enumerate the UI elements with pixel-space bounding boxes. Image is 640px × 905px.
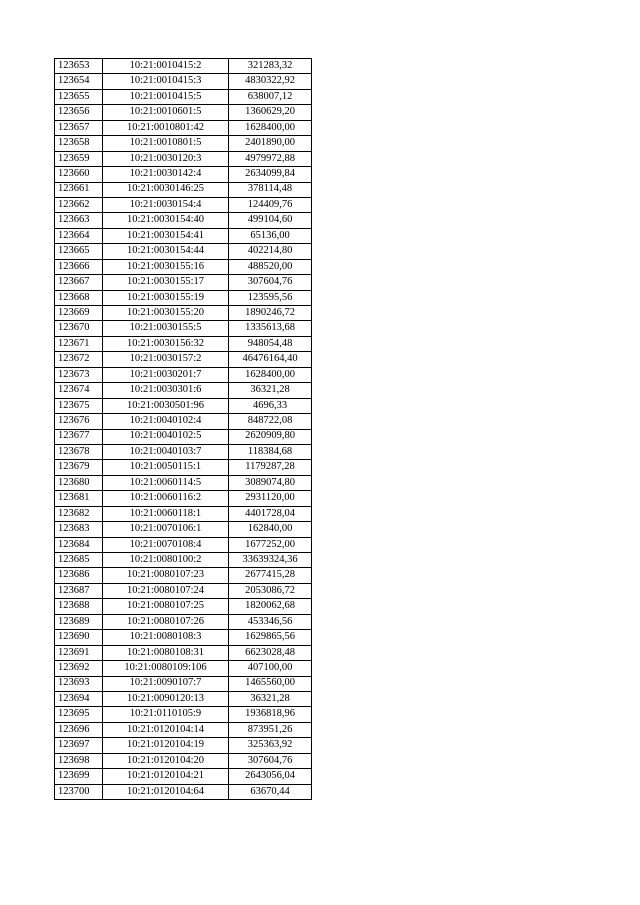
cadastral-number-cell: 10:21:0010415:3 xyxy=(103,74,229,89)
row-number-cell: 123656 xyxy=(55,105,103,120)
table-row xyxy=(55,769,312,784)
value-cell: 1890246,72 xyxy=(229,306,312,321)
table-row xyxy=(55,151,312,166)
value-cell: 46476164,40 xyxy=(229,352,312,367)
value-cell: 124409,76 xyxy=(229,197,312,212)
value-cell: 402214,80 xyxy=(229,244,312,259)
value-cell: 2931120,00 xyxy=(229,491,312,506)
row-number-cell: 123698 xyxy=(55,753,103,768)
row-number-cell: 123696 xyxy=(55,722,103,737)
value-cell: 2053086,72 xyxy=(229,583,312,598)
table-row xyxy=(55,475,312,490)
value-cell: 63670,44 xyxy=(229,784,312,799)
table-row xyxy=(55,429,312,444)
cadastral-number-cell: 10:21:0080108:31 xyxy=(103,645,229,660)
table-row xyxy=(55,398,312,413)
value-cell: 307604,76 xyxy=(229,753,312,768)
cadastral-number-cell: 10:21:0090120:13 xyxy=(103,691,229,706)
row-number-cell: 123690 xyxy=(55,630,103,645)
table-row xyxy=(55,321,312,336)
row-number-cell: 123653 xyxy=(55,59,103,74)
table-row xyxy=(55,336,312,351)
cadastral-number-cell: 10:21:0070106:1 xyxy=(103,522,229,537)
value-cell: 3089074,80 xyxy=(229,475,312,490)
table-row xyxy=(55,244,312,259)
table-row xyxy=(55,707,312,722)
row-number-cell: 123672 xyxy=(55,352,103,367)
value-cell: 2643056,04 xyxy=(229,769,312,784)
value-cell: 1179287,28 xyxy=(229,460,312,475)
row-number-cell: 123671 xyxy=(55,336,103,351)
table-row xyxy=(55,352,312,367)
cadastral-number-cell: 10:21:0030154:40 xyxy=(103,213,229,228)
row-number-cell: 123669 xyxy=(55,306,103,321)
row-number-cell: 123681 xyxy=(55,491,103,506)
table-body xyxy=(55,59,312,800)
value-cell: 6623028,48 xyxy=(229,645,312,660)
row-number-cell: 123670 xyxy=(55,321,103,336)
table-row xyxy=(55,306,312,321)
row-number-cell: 123699 xyxy=(55,769,103,784)
cadastral-number-cell: 10:21:0120104:64 xyxy=(103,784,229,799)
value-cell: 4401728,04 xyxy=(229,506,312,521)
cadastral-number-cell: 10:21:0010415:5 xyxy=(103,89,229,104)
row-number-cell: 123667 xyxy=(55,275,103,290)
table-row xyxy=(55,599,312,614)
value-cell: 1628400,00 xyxy=(229,367,312,382)
row-number-cell: 123691 xyxy=(55,645,103,660)
row-number-cell: 123664 xyxy=(55,228,103,243)
table-row xyxy=(55,414,312,429)
value-cell: 123595,56 xyxy=(229,290,312,305)
cadastral-number-cell: 10:21:0030155:16 xyxy=(103,259,229,274)
cadastral-number-cell: 10:21:0010801:5 xyxy=(103,136,229,151)
value-cell: 407100,00 xyxy=(229,661,312,676)
row-number-cell: 123680 xyxy=(55,475,103,490)
row-number-cell: 123660 xyxy=(55,167,103,182)
table-row xyxy=(55,583,312,598)
value-cell: 2620909,80 xyxy=(229,429,312,444)
row-number-cell: 123682 xyxy=(55,506,103,521)
row-number-cell: 123666 xyxy=(55,259,103,274)
value-cell: 453346,56 xyxy=(229,614,312,629)
value-cell: 1820062,68 xyxy=(229,599,312,614)
cadastral-number-cell: 10:21:0010415:2 xyxy=(103,59,229,74)
cadastral-number-cell: 10:21:0030142:4 xyxy=(103,167,229,182)
cadastral-number-cell: 10:21:0080107:26 xyxy=(103,614,229,629)
value-cell: 36321,28 xyxy=(229,691,312,706)
cadastral-number-cell: 10:21:0010601:5 xyxy=(103,105,229,120)
value-cell: 1465560,00 xyxy=(229,676,312,691)
table-row xyxy=(55,676,312,691)
cadastral-number-cell: 10:21:0030146:25 xyxy=(103,182,229,197)
row-number-cell: 123673 xyxy=(55,367,103,382)
cadastral-number-cell: 10:21:0030155:20 xyxy=(103,306,229,321)
cadastral-number-cell: 10:21:0060114:5 xyxy=(103,475,229,490)
cadastral-number-cell: 10:21:0030156:32 xyxy=(103,336,229,351)
row-number-cell: 123659 xyxy=(55,151,103,166)
table-row xyxy=(55,614,312,629)
table-row xyxy=(55,367,312,382)
row-number-cell: 123697 xyxy=(55,738,103,753)
row-number-cell: 123688 xyxy=(55,599,103,614)
value-cell: 1628400,00 xyxy=(229,120,312,135)
cadastral-number-cell: 10:21:0110105:9 xyxy=(103,707,229,722)
value-cell: 948054,48 xyxy=(229,336,312,351)
value-cell: 162840,00 xyxy=(229,522,312,537)
table-row xyxy=(55,506,312,521)
table-row xyxy=(55,753,312,768)
value-cell: 2634099,84 xyxy=(229,167,312,182)
value-cell: 325363,92 xyxy=(229,738,312,753)
table-row xyxy=(55,89,312,104)
row-number-cell: 123661 xyxy=(55,182,103,197)
cadastral-number-cell: 10:21:0030155:5 xyxy=(103,321,229,336)
value-cell: 307604,76 xyxy=(229,275,312,290)
row-number-cell: 123655 xyxy=(55,89,103,104)
cadastral-number-cell: 10:21:0030155:17 xyxy=(103,275,229,290)
table-row xyxy=(55,738,312,753)
table-row xyxy=(55,722,312,737)
row-number-cell: 123677 xyxy=(55,429,103,444)
row-number-cell: 123654 xyxy=(55,74,103,89)
cadastral-number-cell: 10:21:0010801:42 xyxy=(103,120,229,135)
table-row xyxy=(55,275,312,290)
table-row xyxy=(55,383,312,398)
cadastral-number-cell: 10:21:0060118:1 xyxy=(103,506,229,521)
row-number-cell: 123663 xyxy=(55,213,103,228)
value-cell: 118384,68 xyxy=(229,444,312,459)
cadastral-number-cell: 10:21:0030201:7 xyxy=(103,367,229,382)
cadastral-number-cell: 10:21:0030501:96 xyxy=(103,398,229,413)
table-row xyxy=(55,661,312,676)
cadastral-number-cell: 10:21:0030155:19 xyxy=(103,290,229,305)
table-row xyxy=(55,167,312,182)
cadastral-number-cell: 10:21:0120104:14 xyxy=(103,722,229,737)
value-cell: 33639324,36 xyxy=(229,553,312,568)
table-row xyxy=(55,630,312,645)
cadastral-number-cell: 10:21:0040102:4 xyxy=(103,414,229,429)
value-cell: 848722,08 xyxy=(229,414,312,429)
row-number-cell: 123684 xyxy=(55,537,103,552)
cadastral-number-cell: 10:21:0070108:4 xyxy=(103,537,229,552)
value-cell: 873951,26 xyxy=(229,722,312,737)
table-row xyxy=(55,105,312,120)
cadastral-number-cell: 10:21:0080107:23 xyxy=(103,568,229,583)
cadastral-number-cell: 10:21:0040102:5 xyxy=(103,429,229,444)
table-row xyxy=(55,197,312,212)
cadastral-number-cell: 10:21:0030154:41 xyxy=(103,228,229,243)
cadastral-number-cell: 10:21:0120104:19 xyxy=(103,738,229,753)
table-row xyxy=(55,59,312,74)
value-cell: 1677252,00 xyxy=(229,537,312,552)
value-cell: 488520,00 xyxy=(229,259,312,274)
table-row xyxy=(55,444,312,459)
row-number-cell: 123694 xyxy=(55,691,103,706)
row-number-cell: 123657 xyxy=(55,120,103,135)
row-number-cell: 123665 xyxy=(55,244,103,259)
row-number-cell: 123695 xyxy=(55,707,103,722)
row-number-cell: 123675 xyxy=(55,398,103,413)
cadastral-number-cell: 10:21:0120104:21 xyxy=(103,769,229,784)
value-cell: 638007,12 xyxy=(229,89,312,104)
row-number-cell: 123700 xyxy=(55,784,103,799)
row-number-cell: 123678 xyxy=(55,444,103,459)
cadastral-number-cell: 10:21:0030154:4 xyxy=(103,197,229,212)
value-cell: 2401890,00 xyxy=(229,136,312,151)
cadastral-number-cell: 10:21:0030120:3 xyxy=(103,151,229,166)
cadastral-number-cell: 10:21:0090107:7 xyxy=(103,676,229,691)
table-row xyxy=(55,259,312,274)
value-cell: 4830322,92 xyxy=(229,74,312,89)
table-row xyxy=(55,522,312,537)
value-cell: 36321,28 xyxy=(229,383,312,398)
cadastral-number-cell: 10:21:0030301:6 xyxy=(103,383,229,398)
table-row xyxy=(55,120,312,135)
row-number-cell: 123687 xyxy=(55,583,103,598)
row-number-cell: 123658 xyxy=(55,136,103,151)
row-number-cell: 123685 xyxy=(55,553,103,568)
row-number-cell: 123679 xyxy=(55,460,103,475)
value-cell: 378114,48 xyxy=(229,182,312,197)
data-table xyxy=(54,58,312,800)
table-row xyxy=(55,460,312,475)
value-cell: 1360629,20 xyxy=(229,105,312,120)
table-row xyxy=(55,491,312,506)
row-number-cell: 123674 xyxy=(55,383,103,398)
cadastral-number-cell: 10:21:0080109:106 xyxy=(103,661,229,676)
cadastral-number-cell: 10:21:0030154:44 xyxy=(103,244,229,259)
table-row xyxy=(55,74,312,89)
value-cell: 1335613,68 xyxy=(229,321,312,336)
row-number-cell: 123692 xyxy=(55,661,103,676)
table-row xyxy=(55,691,312,706)
value-cell: 65136,00 xyxy=(229,228,312,243)
cadastral-number-cell: 10:21:0080100:2 xyxy=(103,553,229,568)
value-cell: 4979972,88 xyxy=(229,151,312,166)
table-row xyxy=(55,213,312,228)
row-number-cell: 123689 xyxy=(55,614,103,629)
table-row xyxy=(55,553,312,568)
table-row xyxy=(55,228,312,243)
table-row xyxy=(55,568,312,583)
row-number-cell: 123686 xyxy=(55,568,103,583)
table-row xyxy=(55,136,312,151)
cadastral-number-cell: 10:21:0120104:20 xyxy=(103,753,229,768)
value-cell: 321283,32 xyxy=(229,59,312,74)
cadastral-number-cell: 10:21:0080107:24 xyxy=(103,583,229,598)
value-cell: 1936818,96 xyxy=(229,707,312,722)
value-cell: 2677415,28 xyxy=(229,568,312,583)
row-number-cell: 123662 xyxy=(55,197,103,212)
value-cell: 499104,60 xyxy=(229,213,312,228)
table-row xyxy=(55,645,312,660)
row-number-cell: 123668 xyxy=(55,290,103,305)
table-row xyxy=(55,537,312,552)
cadastral-number-cell: 10:21:0080107:25 xyxy=(103,599,229,614)
value-cell: 4696,33 xyxy=(229,398,312,413)
row-number-cell: 123683 xyxy=(55,522,103,537)
data-table-container xyxy=(54,58,312,800)
table-row xyxy=(55,784,312,799)
value-cell: 1629865,56 xyxy=(229,630,312,645)
cadastral-number-cell: 10:21:0030157:2 xyxy=(103,352,229,367)
row-number-cell: 123693 xyxy=(55,676,103,691)
cadastral-number-cell: 10:21:0060116:2 xyxy=(103,491,229,506)
row-number-cell: 123676 xyxy=(55,414,103,429)
cadastral-number-cell: 10:21:0050115:1 xyxy=(103,460,229,475)
table-row xyxy=(55,290,312,305)
cadastral-number-cell: 10:21:0040103:7 xyxy=(103,444,229,459)
cadastral-number-cell: 10:21:0080108:3 xyxy=(103,630,229,645)
table-row xyxy=(55,182,312,197)
